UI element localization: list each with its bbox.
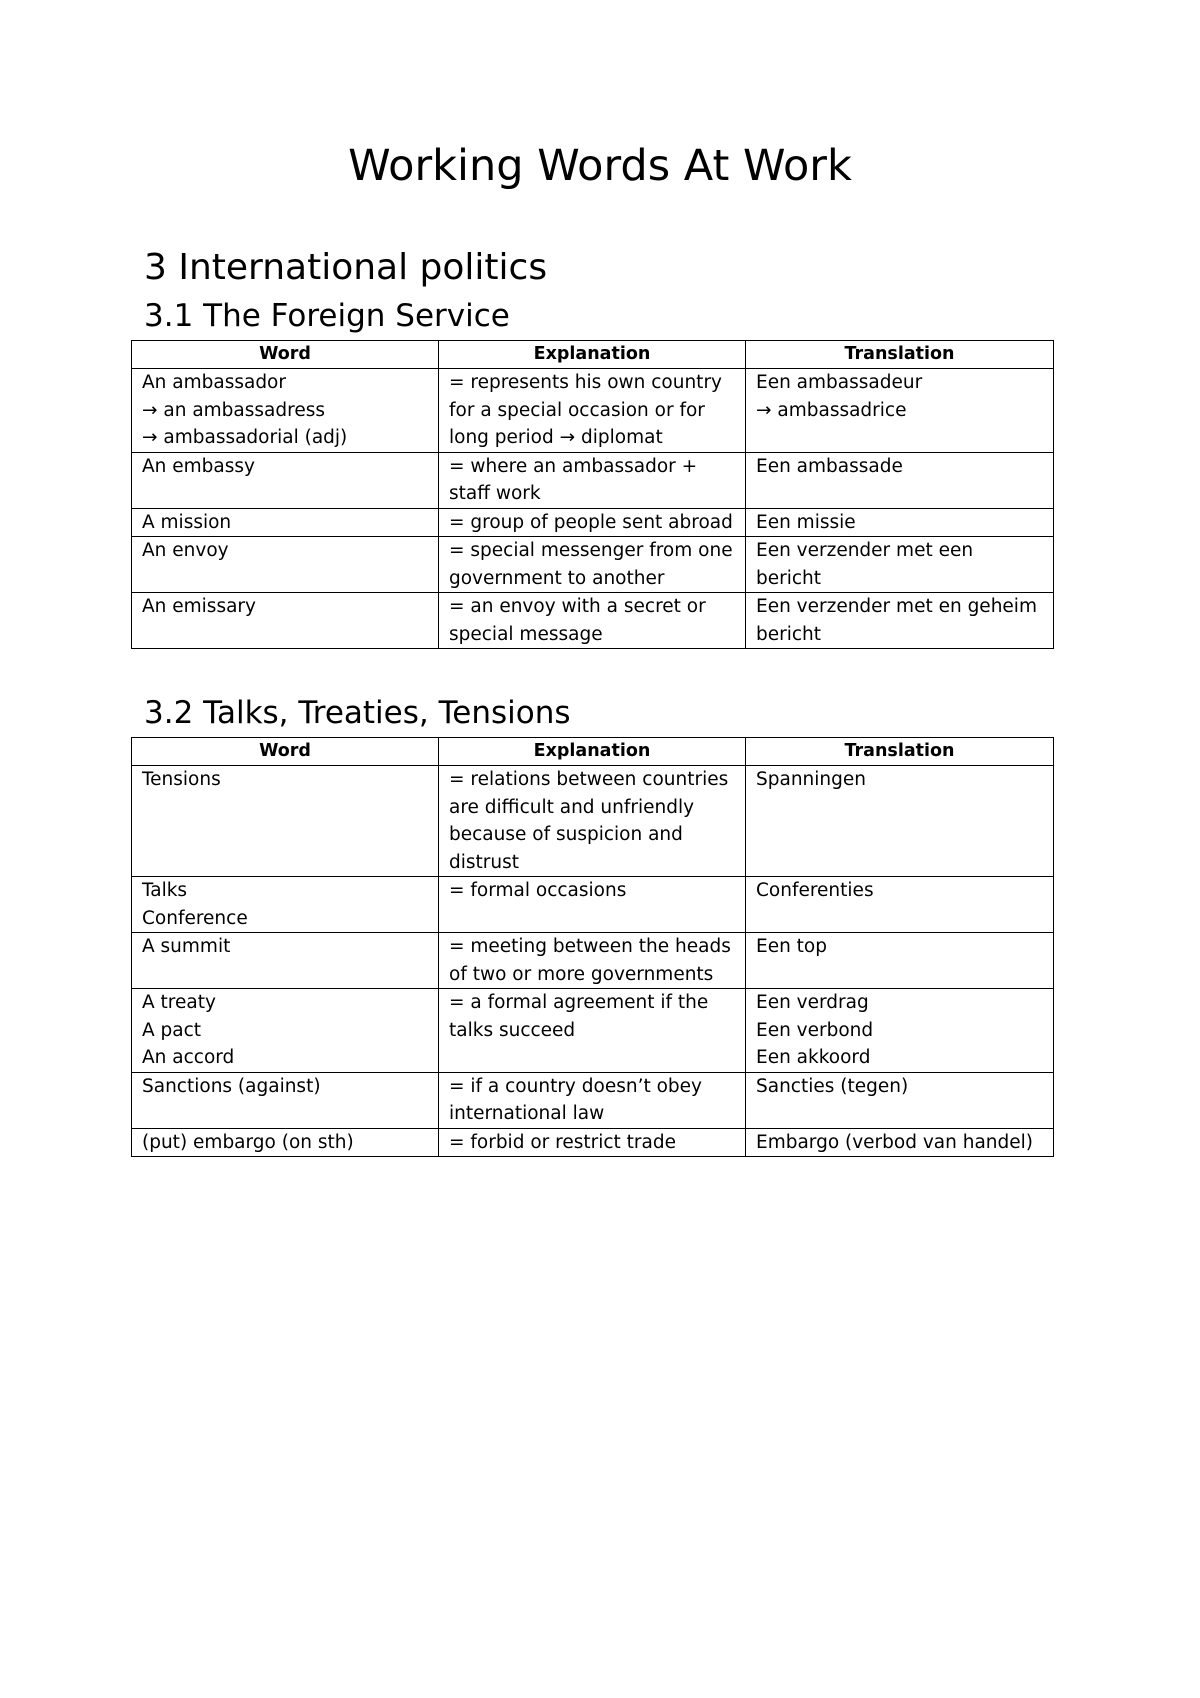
translation-cell: Spanningen bbox=[746, 766, 1054, 877]
word-cell: A summit bbox=[132, 933, 439, 989]
translation-cell: Een ambassadeur → ambassadrice bbox=[746, 369, 1054, 453]
section-heading-talks-treaties-tensions: 3.2 Talks, Treaties, Tensions bbox=[144, 695, 571, 731]
explanation-cell: = forbid or restrict trade bbox=[439, 1128, 746, 1157]
document-title: Working Words At Work bbox=[348, 141, 852, 191]
table-row bbox=[132, 766, 1054, 877]
word-cell: Sanctions (against) bbox=[132, 1072, 439, 1128]
translation-cell: Een top bbox=[746, 933, 1054, 989]
table-row bbox=[132, 537, 1054, 593]
translation-cell: Conferenties bbox=[746, 877, 1054, 933]
word-cell: An embassy bbox=[132, 452, 439, 508]
table-row bbox=[132, 369, 1054, 453]
table-row bbox=[132, 989, 1054, 1073]
explanation-cell: = relations between countries are difficult and unfriendly because of suspicion and distrust bbox=[439, 766, 746, 877]
vocabulary-table-talks-treaties-tensions bbox=[131, 737, 1054, 1157]
translation-cell: Een verdrag Een verbond Een akkoord bbox=[746, 989, 1054, 1073]
column-header-word: Word bbox=[132, 341, 439, 369]
table-row bbox=[132, 1072, 1054, 1128]
word-cell: A mission bbox=[132, 508, 439, 537]
table-row bbox=[132, 593, 1054, 649]
table-row bbox=[132, 508, 1054, 537]
explanation-cell: = a formal agreement if the talks succeed bbox=[439, 989, 746, 1073]
explanation-cell: = special messenger from one government to another bbox=[439, 537, 746, 593]
explanation-cell: = group of people sent abroad bbox=[439, 508, 746, 537]
table-row bbox=[132, 877, 1054, 933]
word-cell: Tensions bbox=[132, 766, 439, 877]
translation-cell: Een verzender met een bericht bbox=[746, 537, 1054, 593]
explanation-cell: = where an ambassador + staff work bbox=[439, 452, 746, 508]
column-header-word: Word bbox=[132, 738, 439, 766]
chapter-heading: 3 International politics bbox=[144, 247, 548, 288]
column-header-translation: Translation bbox=[746, 341, 1054, 369]
column-header-explanation: Explanation bbox=[439, 341, 746, 369]
vocabulary-table-foreign-service bbox=[131, 340, 1054, 649]
translation-cell: Sancties (tegen) bbox=[746, 1072, 1054, 1128]
explanation-cell: = represents his own country for a special occasion or for long period → diplomat bbox=[439, 369, 746, 453]
table-body bbox=[132, 766, 1054, 1157]
word-cell: An emissary bbox=[132, 593, 439, 649]
table-row bbox=[132, 452, 1054, 508]
explanation-cell: = an envoy with a secret or special message bbox=[439, 593, 746, 649]
section-heading-foreign-service: 3.1 The Foreign Service bbox=[144, 298, 510, 334]
translation-cell: Een missie bbox=[746, 508, 1054, 537]
column-header-explanation: Explanation bbox=[439, 738, 746, 766]
translation-cell: Een ambassade bbox=[746, 452, 1054, 508]
column-header-translation: Translation bbox=[746, 738, 1054, 766]
table-header-row bbox=[132, 738, 1054, 766]
translation-cell: Embargo (verbod van handel) bbox=[746, 1128, 1054, 1157]
table-row bbox=[132, 1128, 1054, 1157]
word-cell: An envoy bbox=[132, 537, 439, 593]
word-cell: (put) embargo (on sth) bbox=[132, 1128, 439, 1157]
table-header-row bbox=[132, 341, 1054, 369]
explanation-cell: = meeting between the heads of two or more governments bbox=[439, 933, 746, 989]
explanation-cell: = if a country doesn’t obey international law bbox=[439, 1072, 746, 1128]
table-body bbox=[132, 369, 1054, 649]
word-cell: An ambassador → an ambassadress → ambassadorial (adj) bbox=[132, 369, 439, 453]
translation-cell: Een verzender met en geheim bericht bbox=[746, 593, 1054, 649]
explanation-cell: = formal occasions bbox=[439, 877, 746, 933]
word-cell: Talks Conference bbox=[132, 877, 439, 933]
table-row bbox=[132, 933, 1054, 989]
word-cell: A treaty A pact An accord bbox=[132, 989, 439, 1073]
